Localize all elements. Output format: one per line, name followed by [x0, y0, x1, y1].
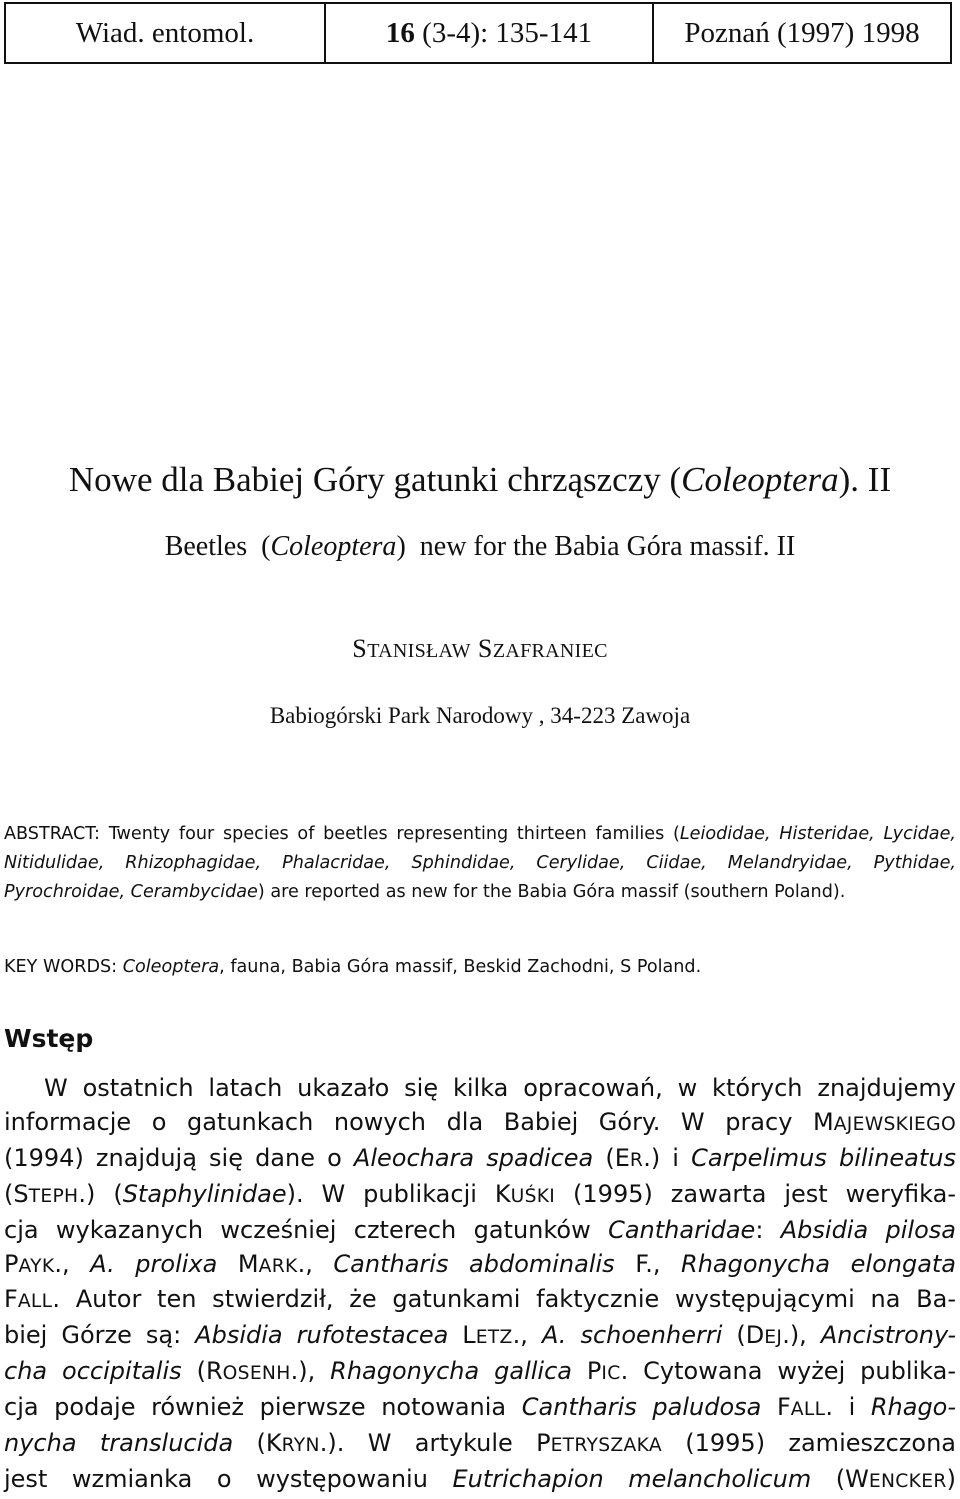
text-run: W ostatnich latach ukazało się kilka opracowań, w których znajdujemy: [44, 1074, 956, 1102]
section-heading: Wstęp: [4, 1024, 94, 1053]
text-run: :: [755, 1215, 781, 1244]
species-name: Cantharis paludosa: [521, 1393, 762, 1422]
species-name: Eutrichapion melancholicum: [452, 1464, 812, 1493]
author-last-rest: ZAFRANIEC: [492, 640, 608, 662]
body-paragraph: [4, 1072, 956, 1499]
keywords: [4, 953, 956, 982]
text-run: (K: [233, 1429, 282, 1458]
article-subtitle: [0, 531, 960, 563]
abstract-lead: Twenty four species of beetles representing thirteen families (: [99, 824, 680, 844]
author-smallcaps: EJ: [764, 1327, 783, 1349]
author-last-initial: S: [477, 634, 493, 663]
text-run: (D: [722, 1321, 765, 1350]
text-run: .),: [782, 1321, 821, 1350]
family-name: Staphylinidae: [122, 1179, 287, 1208]
author-name: [0, 634, 960, 664]
text-run: (S: [4, 1179, 29, 1208]
text-run: cja wykazanych wcześniej czterech gatunków: [4, 1215, 609, 1244]
text-run: F.,: [614, 1249, 682, 1278]
author-smallcaps: ENCKER: [868, 1470, 947, 1492]
text-run: . Autor ten stwierdził, że gatunkami faktycznie występującymi na Ba-: [52, 1285, 956, 1314]
species-name: Rhagonycha gallica: [330, 1357, 572, 1386]
author-smallcaps: ALL: [17, 1291, 53, 1313]
issue-pages: (3-4): 135-141: [414, 16, 593, 49]
author-smallcaps: ETZ: [475, 1327, 513, 1349]
author-smallcaps: AYK: [18, 1255, 55, 1277]
author-smallcaps: RYN: [281, 1435, 320, 1457]
species-name: A. schoenherri: [541, 1321, 723, 1350]
text-run: .) i: [643, 1143, 692, 1172]
body-line-10: [4, 1391, 956, 1427]
text-run: .) (: [78, 1179, 123, 1208]
family-name: Cantharidae: [608, 1215, 756, 1244]
body-line-4: [4, 1178, 956, 1214]
text-run: (1994) znajdują się dane o: [4, 1143, 354, 1172]
body-line-12: [4, 1463, 956, 1499]
article-title: [0, 460, 960, 500]
body-line-1: [4, 1072, 956, 1106]
keywords-italic: Coleoptera: [122, 957, 220, 977]
text-run: .,: [512, 1321, 542, 1350]
body-line-5: [4, 1214, 956, 1248]
subtitle-italic: Coleoptera: [270, 531, 397, 562]
subtitle-prefix: Beetles (: [164, 531, 271, 562]
text-run: jest wzmianka o występowaniu: [4, 1464, 453, 1493]
journal-name: Wiad. entomol.: [6, 4, 326, 62]
author-smallcaps: AJEWSKIEGO: [833, 1113, 956, 1135]
author-smallcaps: UŚKI: [510, 1185, 556, 1207]
text-run: (R: [181, 1357, 223, 1386]
body-line-9: [4, 1355, 956, 1391]
body-line-3: [4, 1142, 956, 1178]
text-run: .,: [297, 1249, 334, 1278]
author-smallcaps: ARK: [258, 1255, 298, 1277]
abstract-tail: ) are reported as new for the Babia Góra massif (southern Poland).: [257, 882, 846, 902]
species-name: Carpelimus bilineatus: [691, 1143, 957, 1172]
species-name: Aleochara spadicea: [353, 1143, 594, 1172]
keywords-label: KEY WORDS:: [4, 957, 118, 977]
text-run: .),: [290, 1357, 331, 1386]
body-line-7: [4, 1283, 956, 1319]
species-name: Ancistrony-: [820, 1321, 957, 1350]
body-line-8: [4, 1319, 956, 1355]
text-run: cja podaje również pierwsze notowania: [4, 1393, 522, 1422]
author-smallcaps: R: [629, 1149, 644, 1171]
body-line-2: [4, 1106, 956, 1142]
volume-pages: [326, 4, 654, 62]
text-run: informacje o gatunkach nowych dla Babiej Góry. W pracy: [4, 1107, 813, 1136]
volume-number: 16: [385, 16, 415, 49]
subtitle-suffix: ) new for the Babia Góra massif. II: [396, 531, 796, 562]
author-smallcaps: ALL: [790, 1399, 826, 1421]
species-name: Absidia pilosa: [780, 1215, 956, 1244]
text-run: M: [217, 1249, 259, 1278]
species-name: Rhago-: [870, 1393, 957, 1422]
text-run: .,: [54, 1249, 91, 1278]
species-name: Rhagonycha elongata: [681, 1249, 957, 1278]
abstract-label: ABSTRACT:: [4, 824, 100, 844]
title-prefix: Nowe dla Babiej Góry gatunki chrząszczy (: [68, 460, 682, 499]
text-run: M: [812, 1107, 834, 1136]
author-smallcaps: ETRYSZAKA: [550, 1435, 662, 1457]
text-run: (E: [593, 1143, 630, 1172]
text-run: P: [571, 1357, 602, 1386]
text-run: ): [946, 1464, 956, 1493]
place-year: Poznań (1997) 1998: [684, 16, 920, 49]
abstract: [4, 820, 956, 907]
title-italic: Coleoptera: [681, 460, 839, 499]
text-run: (W: [811, 1464, 869, 1493]
text-run: . i: [825, 1393, 871, 1422]
author-smallcaps: IC: [601, 1363, 621, 1385]
text-run: F: [761, 1393, 791, 1422]
species-name: Absidia rufotestacea: [195, 1321, 449, 1350]
species-name: Cantharis abdominalis: [333, 1249, 615, 1278]
text-run: ). W publikacji K: [286, 1179, 511, 1208]
species-name: nycha translucida: [4, 1429, 234, 1458]
abstract-families: Leiodidae, Histeridae, Lycidae, Nitidulidae, Rhizophagidae, Phalacridae, Sphindidae, Cerylidae, Ciidae, Melandryidae, Pythidae, Pyrochroidae, Cerambycidae: [4, 824, 956, 902]
text-run: F: [4, 1285, 18, 1314]
text-run: .). W artykule P: [319, 1429, 551, 1458]
title-suffix: ). II: [838, 460, 892, 499]
text-run: biej Górze są:: [4, 1321, 196, 1350]
text-run: (1995) zawarta jest weryfika-: [555, 1179, 957, 1208]
species-name: A. prolixa: [90, 1249, 218, 1278]
text-run: . Cytowana wyżej publika-: [620, 1357, 957, 1386]
author-smallcaps: TEPH: [28, 1185, 79, 1207]
keywords-rest: , fauna, Babia Góra massif, Beskid Zachodni, S Poland.: [219, 957, 702, 977]
body-line-11: [4, 1427, 956, 1463]
journal-header: [4, 2, 952, 64]
text-run: (1995) zamieszczona: [661, 1429, 956, 1458]
author-first-rest: TANISŁAW: [367, 640, 471, 662]
text-run: P: [4, 1249, 19, 1278]
body-line-6: [4, 1248, 956, 1284]
species-name: cha occipitalis: [4, 1357, 182, 1386]
author-first-initial: S: [352, 634, 368, 663]
text-run: L: [448, 1321, 476, 1350]
author-smallcaps: OSENH: [222, 1363, 291, 1385]
author-affiliation: Babiogórski Park Narodowy , 34-223 Zawoja: [269, 703, 691, 728]
